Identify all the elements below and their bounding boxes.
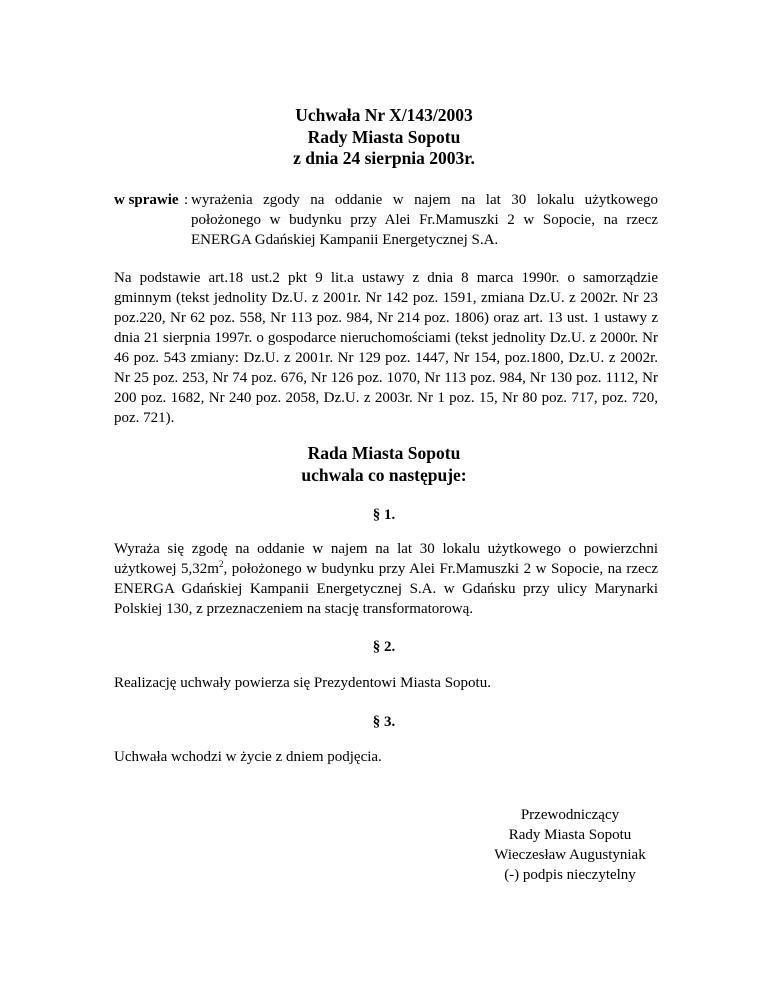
title-date: z dnia 24 sierpnia 2003r.: [293, 148, 475, 168]
resolves-heading: uchwala co następuje:: [301, 464, 467, 485]
section-3-text: Uchwała wchodzi w życie z dniem podjęcia.: [114, 749, 382, 765]
section-2-text: Realizację uchwały powierza się Prezydentowi Miasta Sopotu.: [114, 675, 491, 691]
signature-note: (-) podpis nieczytelny: [504, 867, 636, 883]
section-1-text-part2: , położonego w budynku przy Alei Fr.Mamuszki 2 w Sopocie, na rzecz ENERGA Gdańskiej Kampanii Energetycznej S.A. w Gdańsku przy ulicy Marynarki Polskiej 130, z przeznaczeniem na stację transformatorową.: [114, 561, 658, 617]
title-council-name: Rady Miasta Sopotu: [307, 126, 461, 147]
subject-text: wyrażenia zgody na oddanie w najem na lat 30 lokalu użytkowego położonego w budynku przy Alei Fr.Mamuszki 2 w Sopocie, na rzecz ENERGA Gdańskiej Kampanii Energetycznej S.A.: [191, 192, 658, 248]
signature-block: [470, 805, 670, 885]
council-name-heading: Rada Miasta Sopotu: [307, 443, 461, 463]
council-resolves-heading: [0, 443, 768, 486]
section-1-text-part1: Wyraża się zgodę na oddanie w najem na lat 30 lokalu użytkowego o powierzchni użytkowej 5,32m: [114, 541, 658, 577]
title-resolution-number: Uchwała Nr X/143/2003: [295, 105, 473, 125]
subject-block: [114, 190, 658, 250]
section-2-heading: § 2.: [372, 639, 396, 655]
section-1-superscript: 2: [218, 559, 224, 569]
legal-basis-paragraph: Na podstawie art.18 ust.2 pkt 9 lit.a ustawy z dnia 8 marca 1990r. o samorządzie gminnym (tekst jednolity Dz.U. z 2001r. Nr 142 poz. 1591, zmiana Dz.U. z 2002r. Nr 23 poz.220, Nr 62 poz. 558, Nr 113 poz. 984, Nr 214 poz. 1806) oraz art. 13 ust. 1 ustawy z dnia 21 sierpnia 1997r. o gospodarce nieruchomościami (tekst jednolity Dz.U. z 2000r. Nr 46 poz. 543 zmiany: Dz.U. z 2001r. Nr 129 poz. 1447, Nr 154, poz.1800, Dz.U. z 2002r. Nr 25 poz. 253, Nr 74 poz. 676, Nr 126 poz. 1070, Nr 113 poz. 984, Nr 130 poz. 1112, Nr 200 poz. 1682, Nr 240 poz. 2058, Dz.U. z 2003r. Nr 1 poz. 15, Nr 80 poz. 717, poz. 720, poz. 721).: [114, 270, 658, 426]
section-1-text: [114, 539, 658, 619]
section-1-heading: § 1.: [372, 507, 396, 523]
section-3-heading: § 3.: [372, 714, 396, 730]
signature-title: Przewodniczący: [520, 807, 620, 823]
signature-council: Rady Miasta Sopotu: [508, 827, 632, 843]
subject-colon: :: [184, 192, 189, 208]
signature-name: Wieczesław Augustyniak: [494, 847, 646, 863]
subject-label: w sprawie: [114, 192, 179, 208]
document-title: [0, 105, 768, 170]
